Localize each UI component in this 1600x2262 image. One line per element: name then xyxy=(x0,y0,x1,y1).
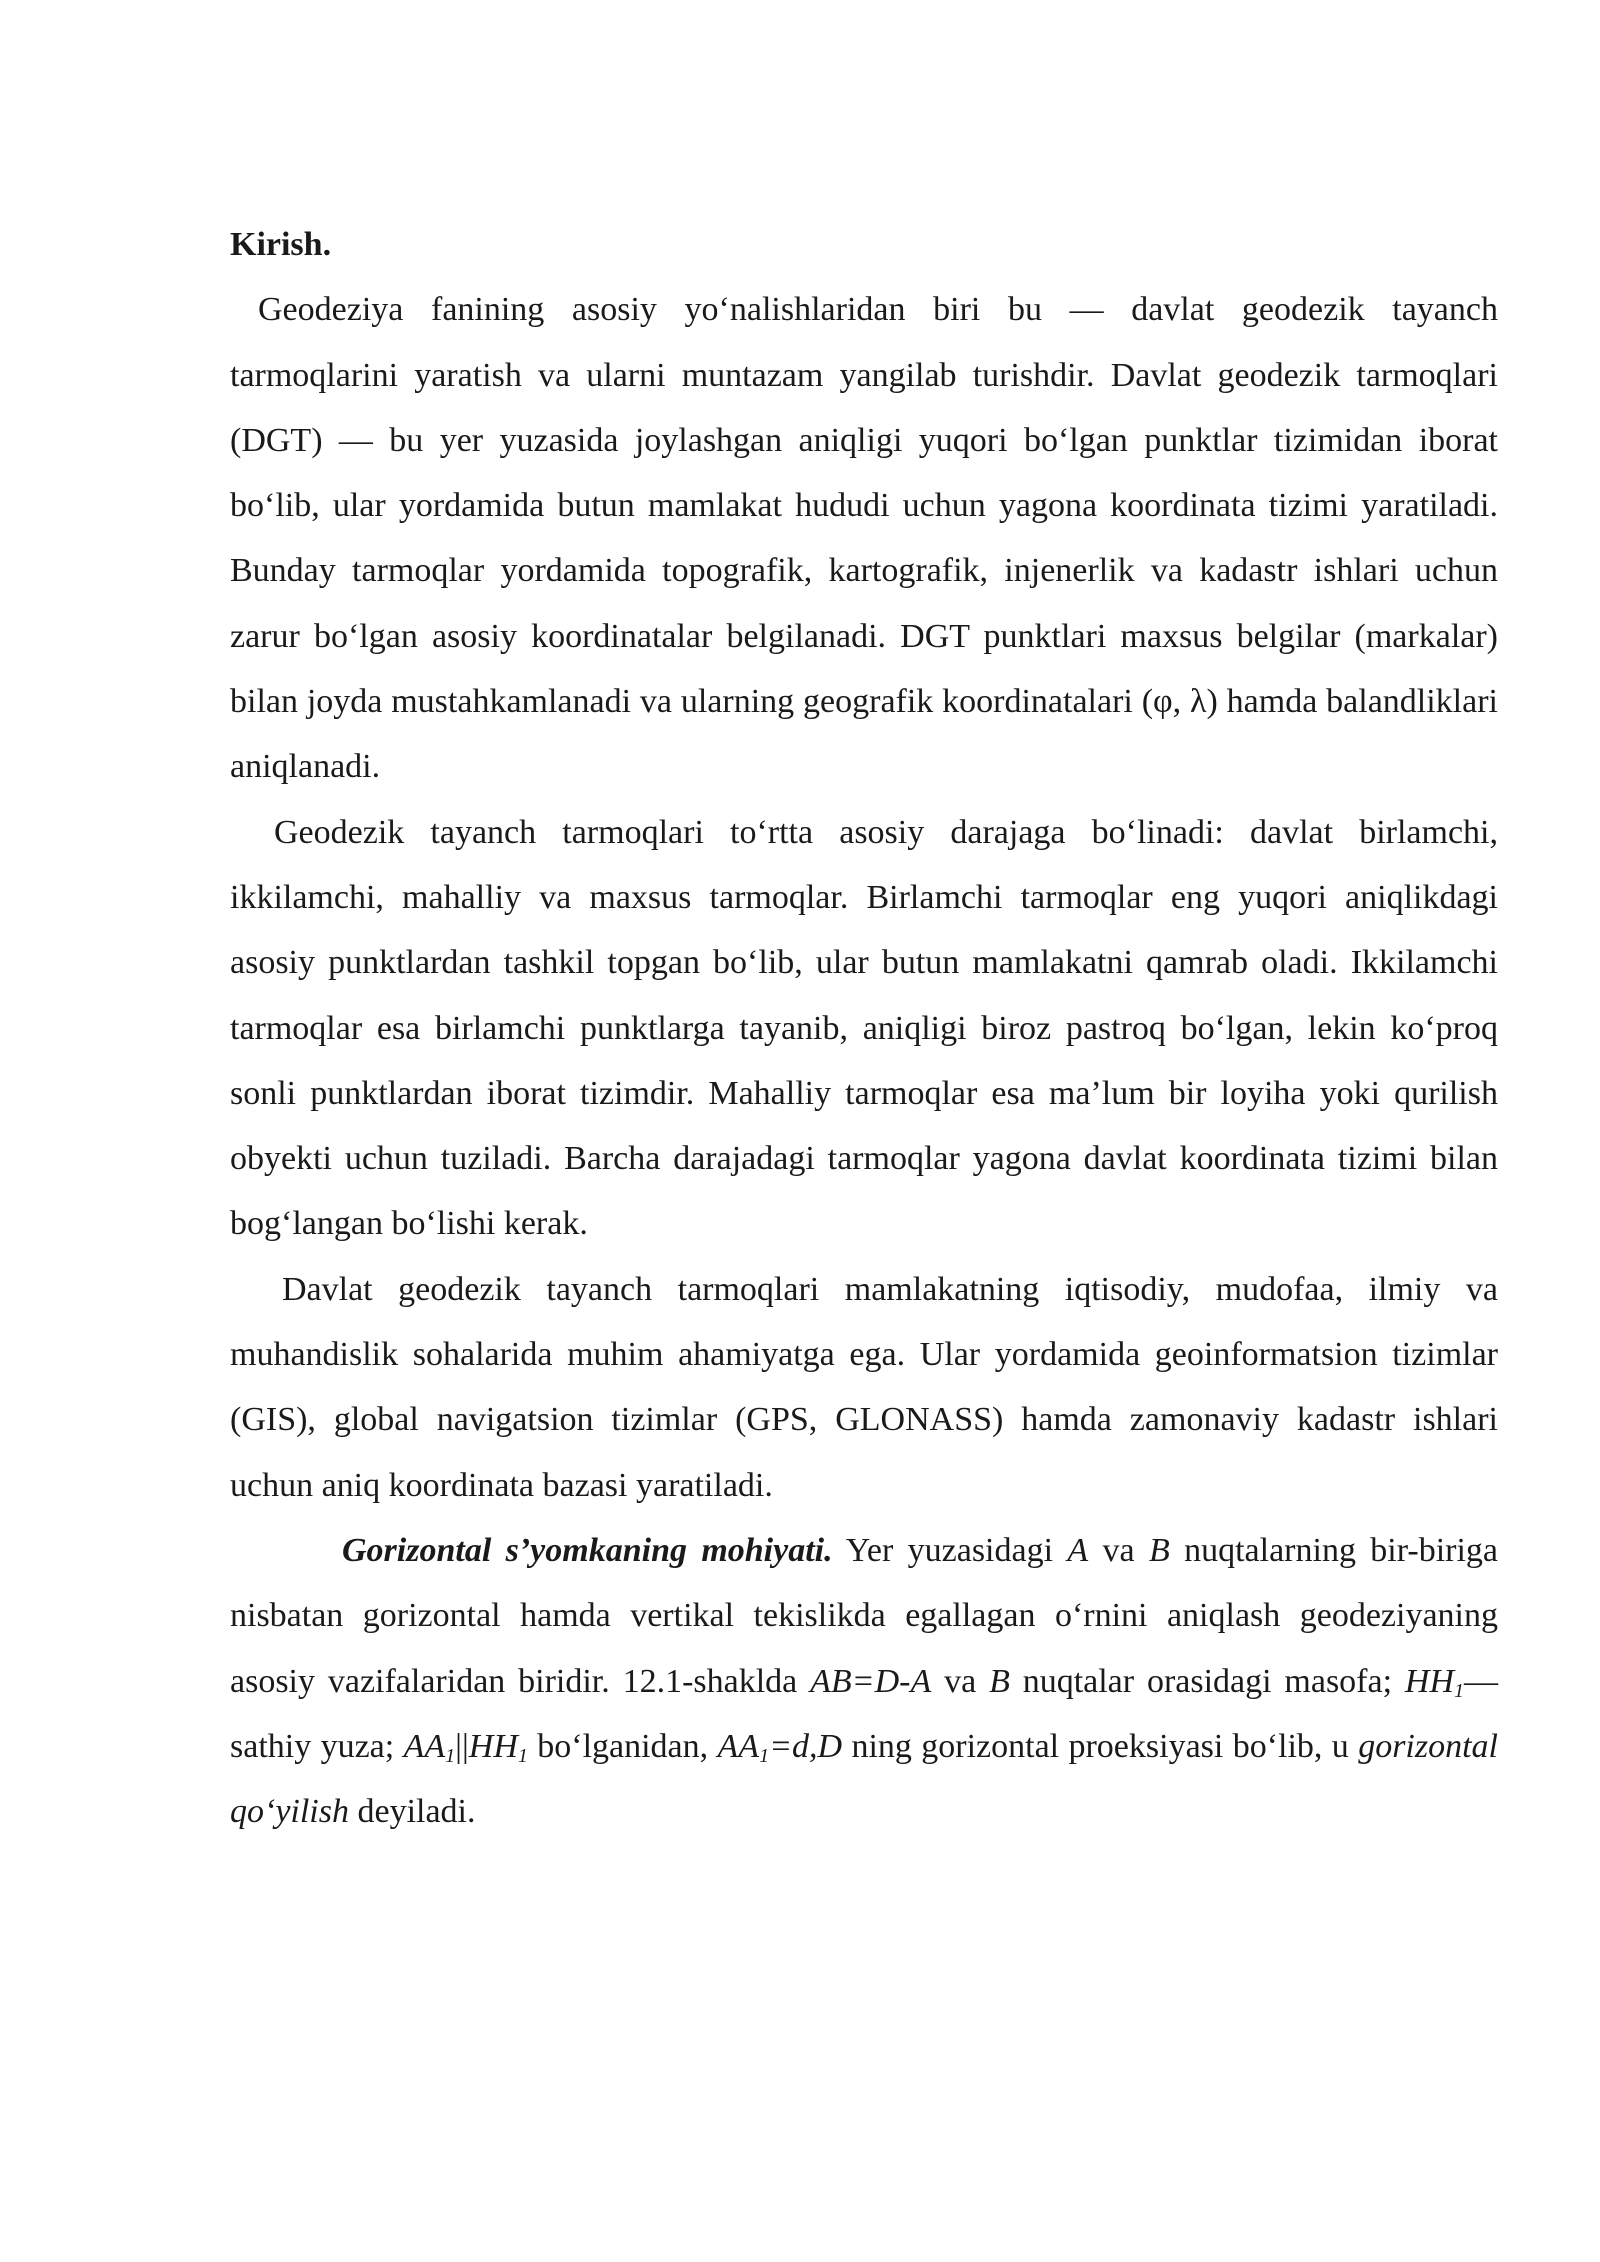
defined-term: gorizontal qo‘yilish xyxy=(230,1727,1498,1831)
formula: AA xyxy=(717,1727,760,1765)
paragraph-3: Davlat geodezik tayanch tarmoqlari mamlakatning iqtisodiy, mudofaa, ilmiy va muhandislik sohalarida muhim ahamiyatga ega. Ular yordamida geoinformatsion tizimlar (GIS), global navigatsion tizimlar (GPS, GLONASS) hamda zamonaviy kadastr ishlari uchun aniq koordinata bazasi yaratiladi. xyxy=(230,1270,1498,1504)
text-run: va xyxy=(931,1662,990,1700)
section-heading: Kirish. xyxy=(230,226,332,263)
paragraph-1: Geodeziya fanining asosiy yo‘nalishlaridan biri bu — davlat geodezik tayanch tarmoqlarini yaratish va ularni muntazam yangilab turishdir. Davlat geodezik tarmoqlari (DGT) — bu yer yuzasida joylashgan aniqligi yuqori bo‘lgan punktlar tizimidan iborat bo‘lib, ular yordamida butun mamlakat hududi uchun yagona koordinata tizimi yaratiladi. Bunday tarmoqlar yordamida topografik, kartografik, injenerlik va kadastr ishlari uchun zarur bo‘lgan asosiy koordinatalar belgilanadi. DGT punktlari maxsus belgilar (markalar) bilan joyda mustahkamlanadi va ularning geografik koordinatalari (φ, λ) hamda balandliklari aniqlanadi. xyxy=(230,291,1498,786)
paragraph-2: Geodezik tayanch tarmoqlari to‘rtta asosiy darajaga bo‘linadi: davlat birlamchi, ikkilamchi, mahalliy va maxsus tarmoqlar. Birlamchi tarmoqlar eng yuqori aniqlikdagi asosiy punktlardan tashkil topgan bo‘lib, ular butun mamlakatni qamrab oladi. Ikkilamchi tarmoqlar esa birlamchi punktlarga tayanib, aniqligi biroz pastroq bo‘lgan, lekin ko‘proq sonli punktlardan iborat tizimdir. Mahalliy tarmoqlar esa ma’lum bir loyiha yoki qurilish obyekti uchun tuziladi. Barcha darajadagi tarmoqlar yagona davlat koordinata tizimi bilan bog‘langan bo‘lishi kerak. xyxy=(230,813,1498,1243)
formula: =d,D xyxy=(769,1727,843,1765)
formula: AA xyxy=(403,1727,446,1765)
text-run: bo‘lganidan, xyxy=(527,1727,718,1765)
text-run: Yer yuzasidagi xyxy=(832,1531,1068,1569)
text-run: deyiladi. xyxy=(348,1793,476,1831)
formula: AB=D-A xyxy=(810,1662,932,1700)
document-page xyxy=(230,212,1498,1844)
subscript: 1 xyxy=(759,1744,770,1767)
point-label: B xyxy=(989,1662,1010,1700)
text-run: —sathiy yuza; xyxy=(230,1662,1499,1765)
point-label: A xyxy=(1067,1531,1089,1569)
paragraph-4 xyxy=(230,1518,1498,1844)
formula: HH xyxy=(468,1727,518,1765)
text-run: nuqtalar orasidagi masofa; xyxy=(1009,1662,1405,1700)
subsection-title: Gorizontal s’yomkaning mohiyati. xyxy=(342,1531,833,1569)
formula: HH xyxy=(1404,1662,1455,1700)
parallel-symbol: || xyxy=(455,1727,469,1765)
subscript: 1 xyxy=(1454,1679,1465,1702)
subscript: 1 xyxy=(517,1744,528,1767)
point-label: B xyxy=(1148,1531,1170,1569)
text-run: nuqtalarning bir-biriga nisbatan gorizontal hamda vertikal tekislikda egallagan o‘rnini aniqlash geodeziyaning asosiy vazifalaridan biridir. 12.1-shaklda xyxy=(230,1531,1499,1700)
text-run: ning gorizontal proeksiyasi bo‘lib, u xyxy=(842,1727,1359,1765)
text-run: va xyxy=(1088,1531,1149,1569)
subscript: 1 xyxy=(445,1744,456,1767)
